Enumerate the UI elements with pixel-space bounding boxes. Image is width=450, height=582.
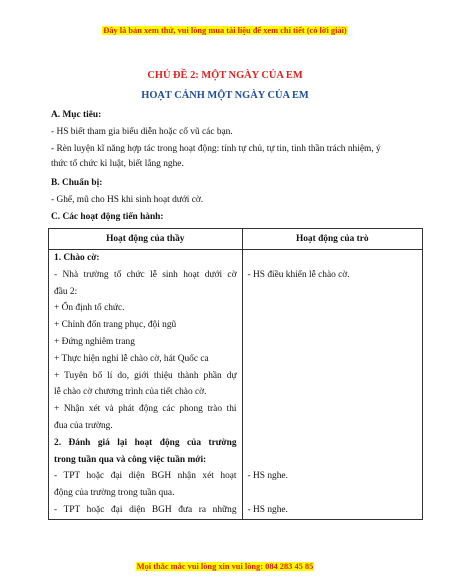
activity-title: HOẠT CẢNH MỘT NGÀY CỦA EM: [141, 90, 309, 101]
step-2-heading: 2. Đánh giá lại hoạt động của trường: [54, 437, 237, 448]
objective-line-3: thức tổ chức kỉ luật, biết lắng nghe.: [51, 159, 184, 169]
student-line: - HS điều khiển lễ chào cờ.: [247, 269, 350, 280]
table-line: + Thực hiện nghi lễ chào cờ, hát Quốc ca: [54, 353, 209, 364]
table-line: + Đứng nghiêm trang: [54, 336, 135, 347]
table-line: đua của trường.: [54, 420, 113, 431]
section-c-heading: C. Các hoạt động tiến hành:: [51, 212, 164, 222]
student-line: - HS nghe.: [247, 471, 288, 482]
step-1-heading: 1. Chào cờ:: [54, 253, 100, 263]
table-line: - Nhà trường tổ chức lễ sinh hoạt dưới cờ: [54, 269, 237, 280]
topic-title: CHỦ ĐỀ 2: MỘT NGÀY CỦA EM: [147, 70, 303, 81]
table-line: + Nhận xét và phát động các phong trào thi: [54, 404, 237, 415]
table-line: + Tuyên bố lí do, giới thiệu thành phần dự: [54, 370, 237, 381]
table-line: động của trường trong tuần qua.: [54, 488, 175, 499]
preview-banner: Đây là bản xem thử, vui lòng mua tài liệu để xem chi tiết (có lời giải): [103, 26, 347, 35]
contact-banner: Mọi thắc mắc vui lòng xin vui lòng: 084 283 45 85: [136, 562, 314, 571]
table-line: - TPT hoặc đại diện BGH đưa ra những: [54, 504, 237, 515]
activity-table: [48, 228, 423, 520]
objective-line-2: - Rèn luyện kĩ năng hợp tác trong hoạt động: tính tự chủ, tự tin, tinh thần trách nhiệm, ý: [51, 144, 381, 154]
section-a-heading: A. Mục tiêu:: [51, 110, 102, 120]
table-line: lễ chào cờ chương trình của tiết chào cờ.: [54, 387, 207, 398]
step-2-heading-cont: trong tuần qua và công việc tuần mới:: [54, 454, 207, 465]
student-line: - HS nghe.: [247, 504, 288, 515]
teacher-activities: [49, 250, 243, 520]
section-b-heading: B. Chuẩn bị:: [51, 178, 103, 188]
table-line: - TPT hoặc đại diện BGH nhận xét hoạt: [54, 471, 237, 482]
table-line: + Chỉnh đốn trang phục, đội ngũ: [54, 320, 177, 331]
table-row: [49, 250, 423, 520]
header-student: Hoạt động của trò: [242, 229, 422, 250]
table-header-row: [49, 229, 423, 250]
preparation-line-1: - Ghế, mũ cho HS khi sinh hoạt dưới cờ.: [51, 195, 204, 205]
header-teacher: Hoạt động của thầy: [49, 229, 243, 250]
student-activities: [242, 250, 422, 520]
table-line: đầu 2:: [54, 286, 78, 297]
objective-line-1: - HS biết tham gia biểu diễn hoặc cổ vũ các bạn.: [51, 127, 233, 137]
table-line: + Ổn định tổ chức.: [54, 303, 125, 314]
